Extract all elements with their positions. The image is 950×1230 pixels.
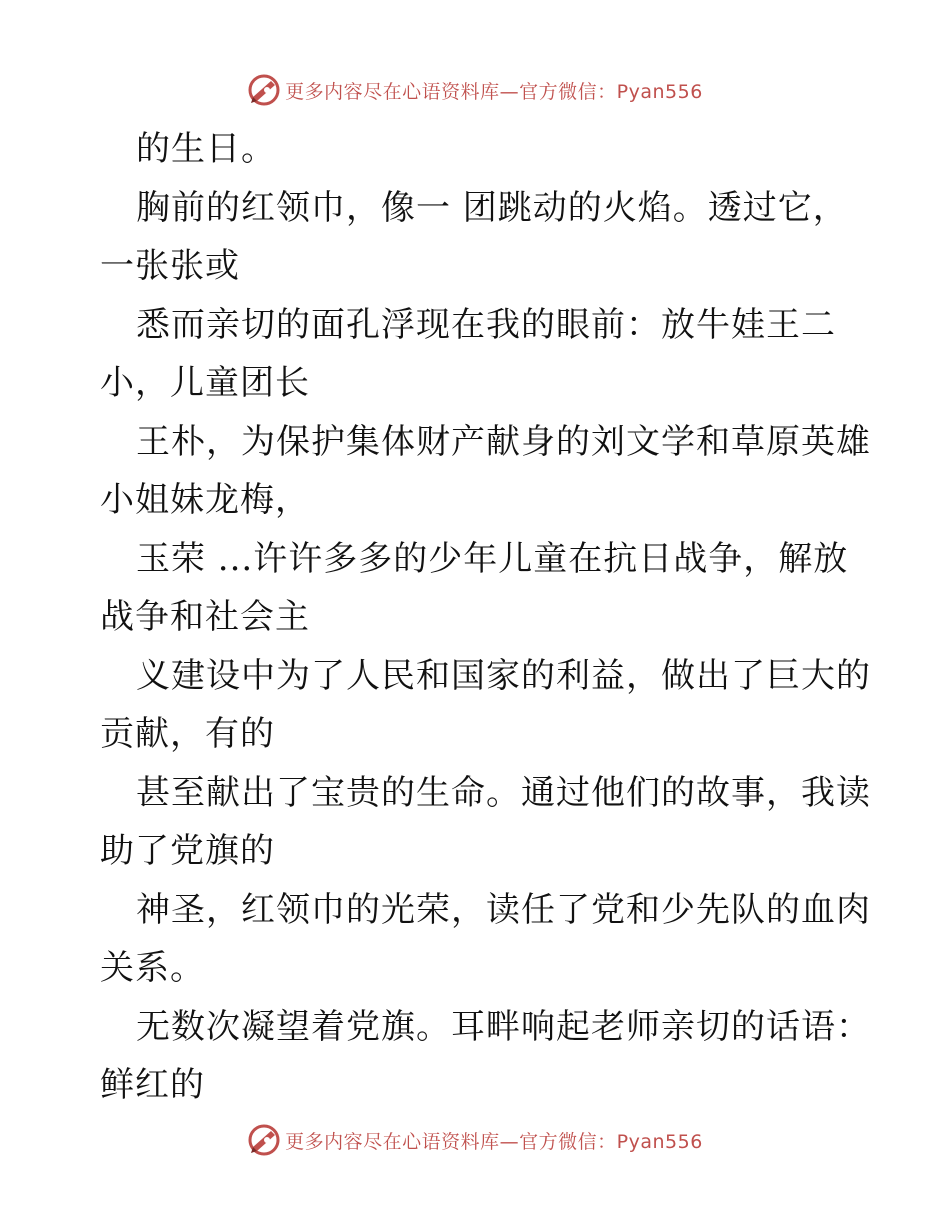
text-line: 悉而亲切的面孔浮现在我的眼前：放牛娃王二 (136, 304, 836, 345)
text-line: 玉荣 ...许许多多的少年儿童在抗日战争，解放 (136, 538, 849, 579)
header-banner (0, 70, 950, 110)
text-line: 甚至献出了宝贵的生命。通过他们的故事，我读 (136, 772, 871, 813)
text-line: 一张张或 (100, 246, 240, 286)
text-line: 贡献，有的 (100, 714, 275, 754)
header-banner-inner (247, 73, 703, 107)
text-line: 无数次凝望着党旗。耳畔响起老师亲切的话语： (136, 1006, 871, 1047)
text-line: 战争和社会主 (100, 597, 310, 637)
document-body (100, 120, 871, 1115)
pen-logo-icon (247, 73, 281, 107)
text-line: 鲜红的 (100, 1065, 205, 1105)
text-line: 小姐妹龙梅， (100, 480, 310, 520)
pen-logo-icon (247, 1123, 281, 1157)
text-line: 胸前的红领巾，像一 团跳动的火焰。透过它， (136, 187, 848, 228)
text-line: 助了党旗的 (100, 831, 275, 871)
text-line: 神圣，红领巾的光荣，读任了党和少先队的血肉 (136, 889, 871, 930)
text-line: 的生日。 (136, 129, 276, 169)
text-line: 关系。 (100, 948, 205, 988)
footer-banner (0, 1120, 950, 1160)
header-banner-text: 更多内容尽在心语资料库—官方微信：Pyan556 (285, 80, 703, 103)
text-line: 王朴，为保护集体财产献身的刘文学和草原英雄 (136, 421, 871, 462)
text-line: 小，儿童团长 (100, 363, 310, 403)
footer-banner-text: 更多内容尽在心语资料库—官方微信：Pyan556 (285, 1130, 703, 1153)
footer-banner-inner (247, 1123, 703, 1157)
text-line: 义建设中为了人民和国家的利益，做出了巨大的 (136, 655, 871, 696)
